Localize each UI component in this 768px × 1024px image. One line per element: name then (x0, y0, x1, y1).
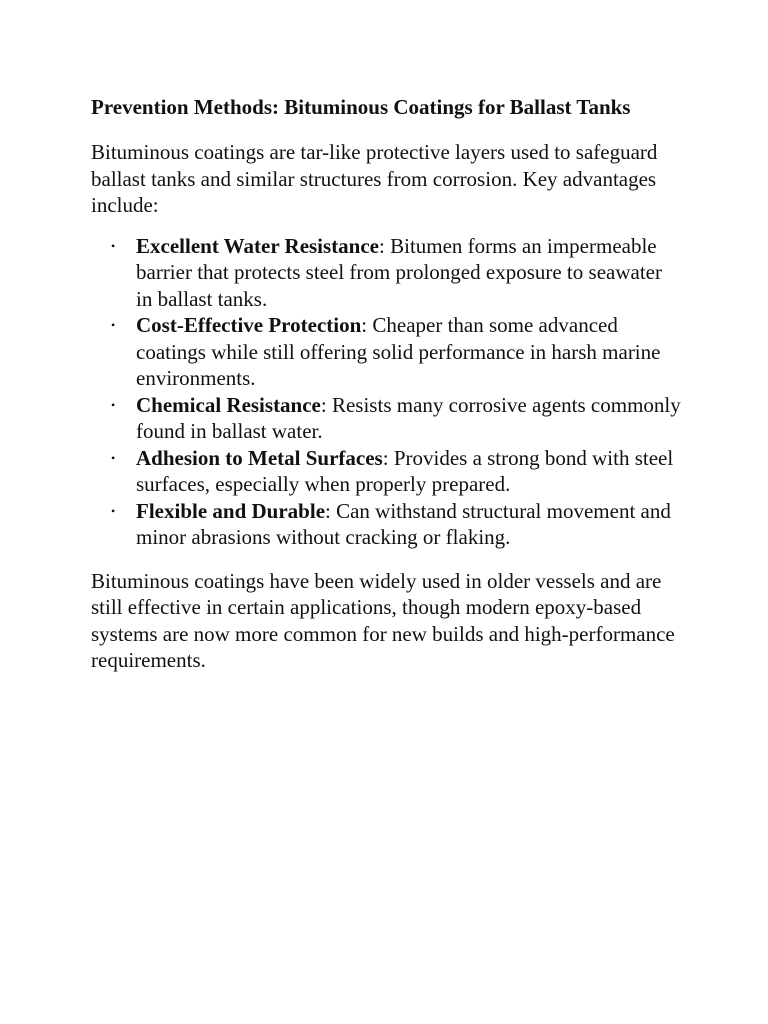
list-item (91, 392, 681, 445)
bullet-icon: • (111, 238, 116, 253)
advantage-description: : Can withstand structural movement and minor abrasions without cracking or flaking. (136, 498, 671, 549)
list-item (91, 498, 681, 551)
advantage-description: : Bitumen forms an impermeable barrier that protects steel from prolonged exposure to seawater in ballast tanks. (136, 233, 662, 311)
bullet-icon: • (111, 397, 116, 412)
bullet-icon: • (111, 318, 116, 332)
advantage-description: : Cheaper than some advanced coatings while still offering solid performance in harsh marine environments. (136, 313, 661, 390)
list-item (91, 312, 681, 392)
bullet-icon: • (111, 503, 116, 518)
advantage-term: Excellent Water Resistance (136, 233, 380, 258)
list-item (91, 233, 681, 313)
document-page (91, 93, 681, 674)
document-title: Prevention Methods: Bituminous Coatings for Ballast Tanks (91, 95, 631, 119)
conclusion-paragraph: Bituminous coatings have been widely used in older vessels and are still effective in certain applications, though modern epoxy-based systems are now more common for new builds and high-performance requirements. (91, 568, 675, 672)
bullet-icon: • (111, 450, 116, 465)
advantage-term: Chemical Resistance (136, 392, 321, 417)
intro-paragraph: Bituminous coatings are tar-like protective layers used to safeguard ballast tanks and similar structures from corrosion. Key advantages include: (91, 140, 658, 217)
advantage-term: Adhesion to Metal Surfaces (136, 445, 383, 470)
advantages-list (91, 233, 681, 551)
list-item (91, 445, 681, 498)
advantage-term: Cost-Effective Protection (136, 313, 362, 337)
advantage-description: : Resists many corrosive agents commonly found in ballast water. (136, 392, 681, 443)
advantage-description: : Provides a strong bond with steel surfaces, especially when properly prepared. (136, 445, 674, 496)
advantage-term: Flexible and Durable (136, 498, 326, 523)
